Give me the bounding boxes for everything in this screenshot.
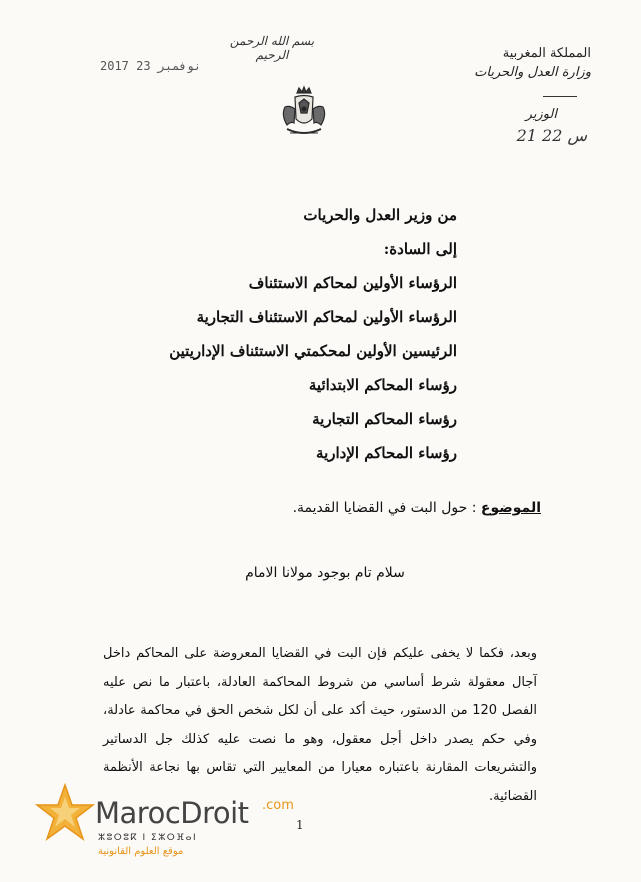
addressee-block bbox=[137, 198, 457, 470]
date-stamp: 2017 نوفمبر 23 bbox=[100, 59, 202, 73]
addressee-line: رؤساء المحاكم الابتدائية bbox=[308, 376, 457, 394]
minister-title: الوزير bbox=[525, 107, 557, 122]
addressee-line: الرؤساء الأولين لمحاكم الاستئناف bbox=[248, 274, 457, 292]
header-divider bbox=[543, 96, 577, 97]
sender-line: من وزير العدل والحريات bbox=[303, 206, 457, 224]
subject-line bbox=[293, 500, 541, 516]
brand-name bbox=[95, 796, 294, 830]
body-paragraph: وبعد، فكما لا يخفى عليكم فإن البت في القضايا المعروضة على المحاكم داخل آجال معقولة شرط أساسي من شروط المحاكمة العادلة، باعتبار ما نص عليه الفصل 120 من الدستور، حيث أكد على أن لكل شخص الحق في محاكمة عادلة، وفي حكم يصدر داخل أجل معقول، وهو ما نصت عليه كذلك جل الدساتير والتشريعات المقارنة باعتباره معيارا من المعايير التي تقاس بها نجاعة الأنظمة القضائية. bbox=[103, 646, 537, 804]
reference-number: 21 س 22 bbox=[516, 126, 587, 145]
addressee-line: الرؤساء الأولين لمحاكم الاستئناف التجارية bbox=[196, 308, 457, 326]
addressee-line: الرئيسين الأولين لمحكمتي الاستئناف الإداريتين bbox=[169, 342, 457, 360]
page-number: 1 bbox=[296, 818, 304, 832]
ministry-label: وزارة العدل والحريات bbox=[474, 65, 591, 80]
addressee-line: رؤساء المحاكم التجارية bbox=[312, 410, 457, 428]
subject-text: : حول البت في القضايا القديمة. bbox=[292, 500, 477, 516]
greeting: سلام تام بوجود مولانا الامام bbox=[245, 565, 405, 581]
brand-tifinagh: ⵣⵓⵔⵓⴽ ⵏ ⵉⵣⵔⴼⴰⵏ bbox=[98, 833, 198, 843]
basmala: بسم الله الرحمن الرحيم bbox=[229, 34, 315, 62]
royal-emblem-icon bbox=[275, 85, 333, 143]
ministry-header bbox=[441, 44, 591, 145]
brand-text: MarocDroit bbox=[95, 796, 249, 830]
kingdom-label: المملكة المغربية bbox=[502, 46, 591, 61]
addressee-line: رؤساء المحاكم الإدارية bbox=[316, 444, 457, 462]
recipients-intro: إلى السادة: bbox=[383, 240, 457, 258]
star-icon bbox=[35, 783, 95, 845]
brand-tagline: موقع العلوم القانونية bbox=[98, 846, 184, 857]
brand-domain: .com bbox=[262, 798, 294, 813]
marocdroit-watermark bbox=[35, 783, 295, 873]
subject-label: الموضوع bbox=[480, 500, 541, 516]
